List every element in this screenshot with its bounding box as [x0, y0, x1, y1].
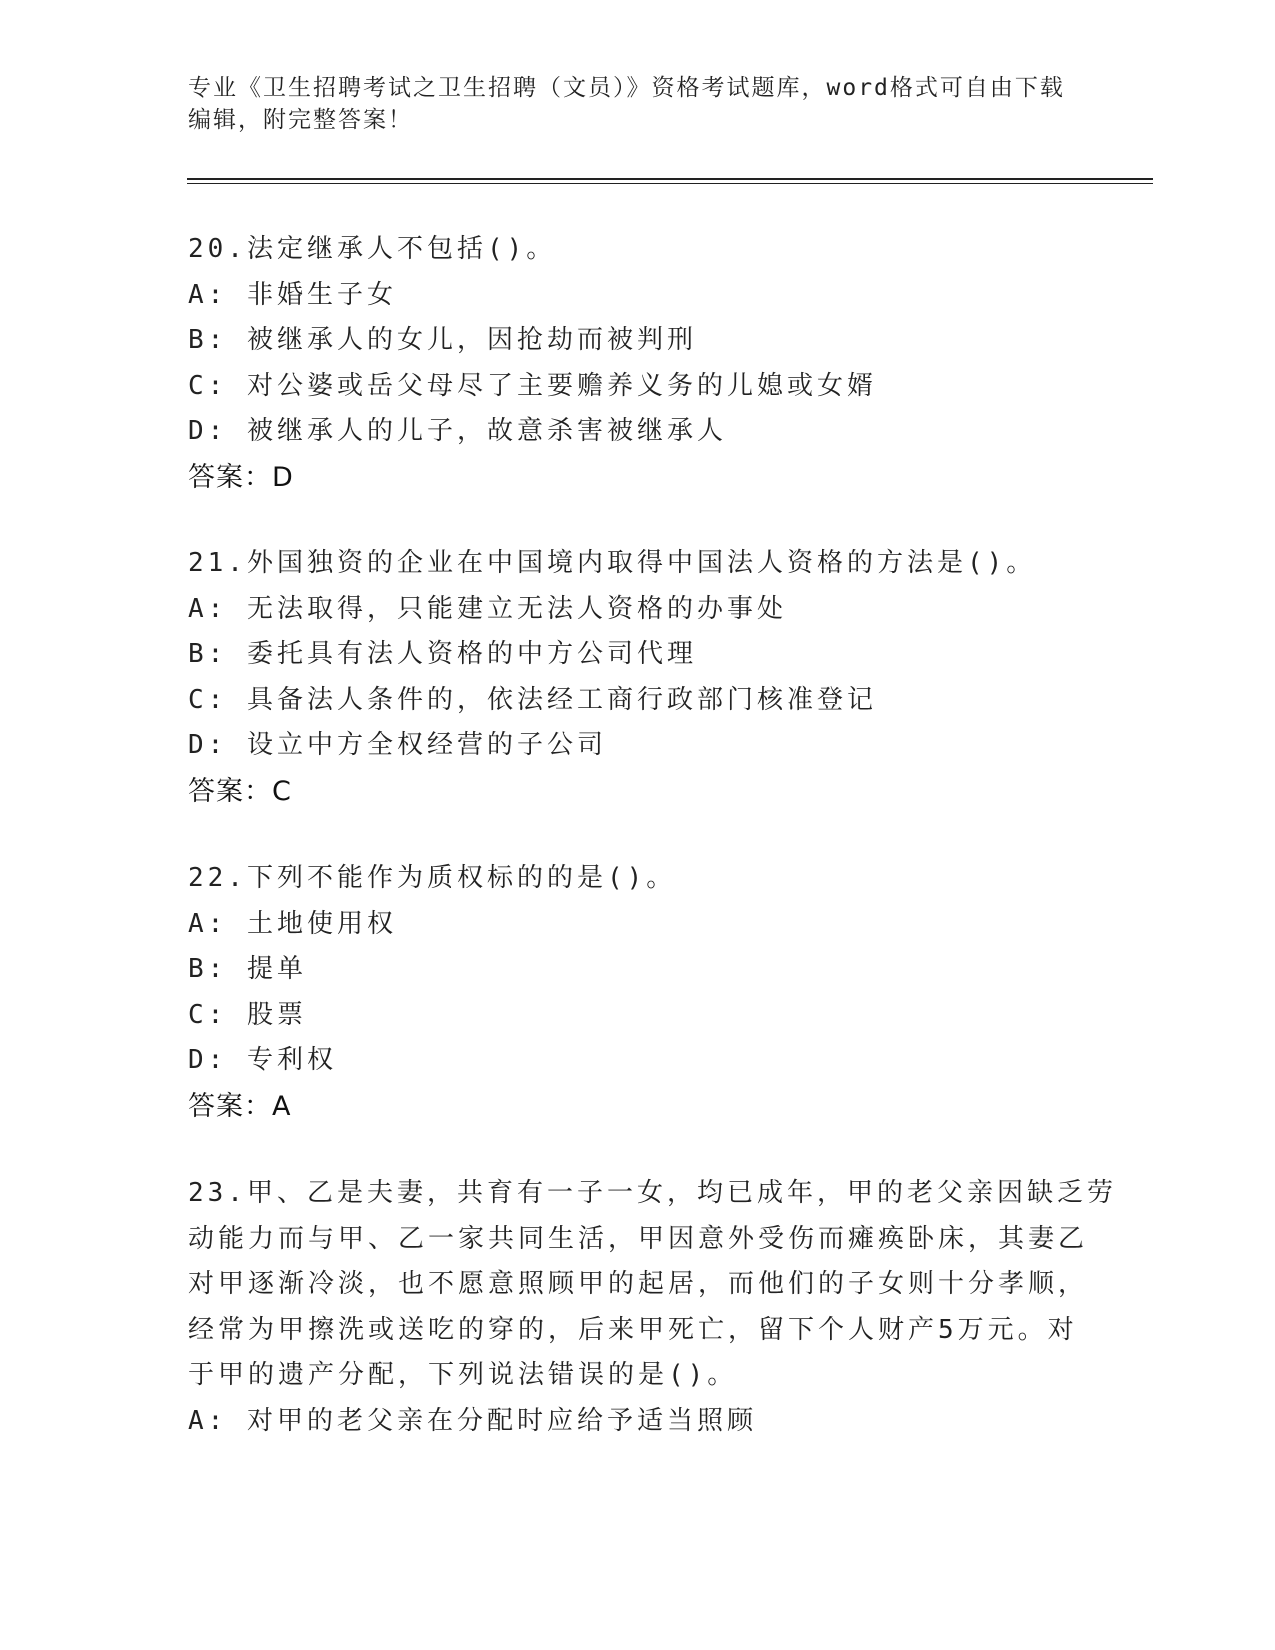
document-header	[188, 72, 1088, 136]
question-21	[188, 541, 1088, 814]
option-b: B: 委托具有法人资格的中方公司代理	[188, 639, 697, 669]
question-stem-line: 动能力而与甲、乙一家共同生活，甲因意外受伤而瘫痪卧床，其妻乙	[188, 1223, 1089, 1254]
option-b: B: 提单	[188, 954, 307, 984]
question-stem: 21.外国独资的企业在中国境内取得中国法人资格的方法是()。	[188, 548, 1037, 578]
option-c: C: 具备法人条件的，依法经工商行政部门核准登记	[188, 684, 877, 715]
question-stem-line: 23.甲、乙是夫妻，共育有一子一女，均已成年，甲的老父亲因缺乏劳	[188, 1178, 1117, 1208]
question-stem-line: 经常为甲擦洗或送吃的穿的，后来甲死亡，留下个人财产5万元。对	[188, 1314, 1078, 1345]
header-divider-thin	[187, 183, 1153, 184]
question-22	[188, 856, 1088, 1129]
option-d: D: 专利权	[188, 1045, 337, 1075]
option-a: A: 无法取得，只能建立无法人资格的办事处	[188, 593, 787, 624]
answer-label: 答案：A	[188, 1090, 292, 1122]
header-divider-thick	[187, 178, 1153, 180]
option-d: D: 被继承人的儿子，故意杀害被继承人	[188, 416, 727, 446]
header-line-2: 编辑，附完整答案！	[188, 107, 413, 133]
question-stem-line: 对甲逐渐冷淡，也不愿意照顾甲的起居，而他们的子女则十分孝顺，	[188, 1269, 1089, 1299]
question-23	[188, 1171, 1117, 1444]
question-20	[188, 227, 1088, 500]
option-c: C: 对公婆或岳父母尽了主要赡养义务的儿媳或女婿	[188, 370, 877, 401]
answer-label: 答案：D	[188, 461, 294, 493]
option-a: A: 土地使用权	[188, 908, 397, 939]
question-stem-line: 于甲的遗产分配，下列说法错误的是()。	[188, 1360, 738, 1390]
option-c: C: 股票	[188, 999, 307, 1030]
option-a: A: 非婚生子女	[188, 279, 397, 310]
header-line-1: 专业《卫生招聘考试之卫生招聘（文员）》资格考试题库，word格式可自由下载	[188, 75, 1065, 101]
answer-label: 答案：C	[188, 775, 292, 807]
option-a: A: 对甲的老父亲在分配时应给予适当照顾	[188, 1405, 757, 1436]
option-d: D: 设立中方全权经营的子公司	[188, 730, 607, 760]
option-b: B: 被继承人的女儿，因抢劫而被判刑	[188, 325, 697, 355]
question-stem: 22.下列不能作为质权标的的是()。	[188, 863, 677, 893]
question-stem: 20.法定继承人不包括()。	[188, 234, 557, 264]
